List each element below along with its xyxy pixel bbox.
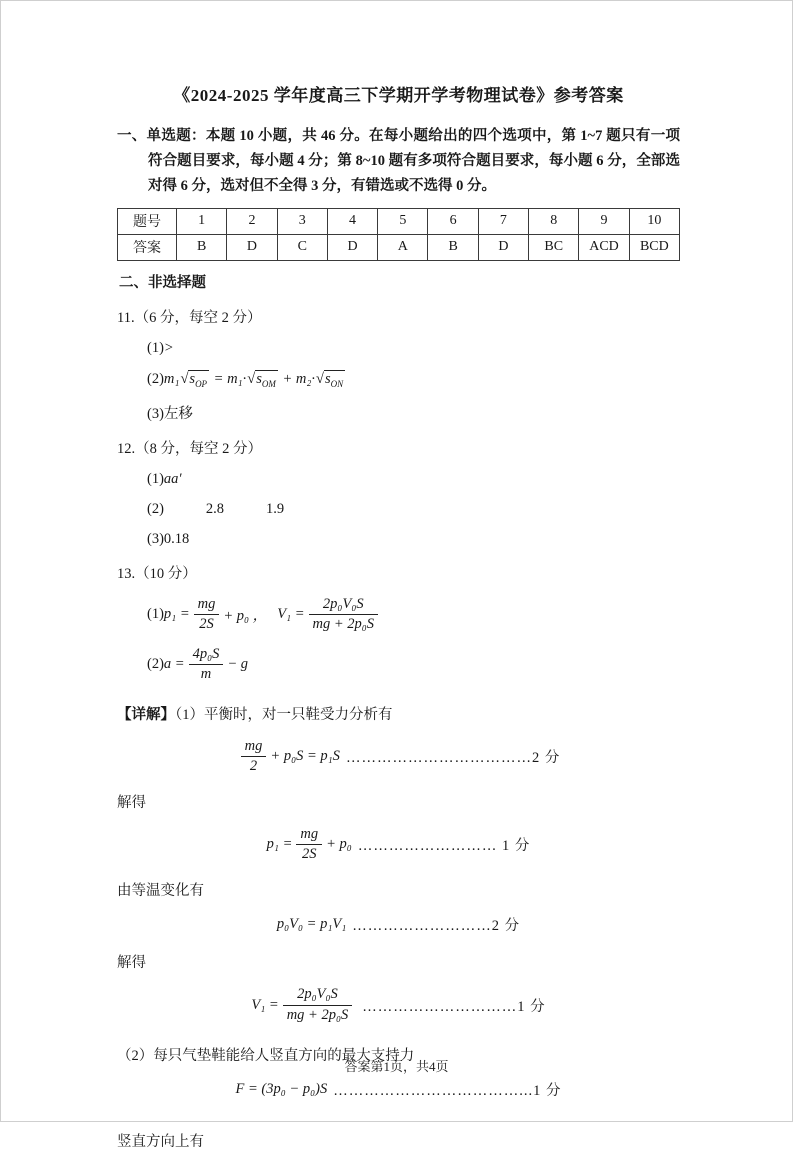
radicand: [188, 370, 209, 389]
single-choice-instructions: 本题 10 小题，共 46 分。在每小题给出的四个选项中，第 1~7 题只有一项符合题目要求，每小题 4 分；第 8~10 题有多项符合题目要求，每小题 6 分，全部选对得 6 分，选对但不全得 3 分，有错选或不选得 0 分。: [148, 128, 681, 195]
fraction-denominator: mg + 2p₀S: [312, 615, 375, 632]
formula-balance: [117, 738, 680, 775]
answer-cell: D: [227, 234, 277, 260]
fraction-denominator: 2S: [301, 846, 317, 863]
question-11-title: 11.（6 分，每空 2 分）: [117, 309, 262, 326]
q13-p1-lhs2: V₁ =: [277, 605, 305, 622]
question-12-part-2: [147, 501, 680, 518]
radicand-base: s: [256, 370, 262, 387]
fraction-numerator: mg: [241, 738, 267, 757]
isothermal-text: 由等温变化有: [117, 883, 204, 900]
question-13: [117, 562, 680, 683]
q11-answer-1: >: [163, 339, 174, 356]
answer-cell: BCD: [629, 234, 679, 260]
term-equals-m1: = m₁·: [210, 370, 247, 387]
answer-cell: ACD: [579, 234, 629, 260]
radicand-base: s: [325, 370, 331, 387]
radicand-base: s: [189, 370, 196, 387]
fraction-numerator: 4p₀S: [189, 646, 224, 665]
solution-label: 【详解】: [117, 706, 175, 723]
q12-answer-3: 0.18: [163, 530, 190, 547]
sqrt-radical: [316, 370, 345, 389]
formula-pressure-result: [117, 826, 680, 863]
fraction-denominator: m: [200, 665, 212, 682]
fraction-volume: [283, 986, 353, 1023]
question-12-part-1: [147, 471, 680, 488]
question-12-title: 12.（8 分，每空 2 分）: [117, 440, 262, 457]
formula-v1-lhs: V₁ =: [251, 996, 279, 1013]
answer-cell: BC: [529, 234, 579, 260]
answer-table-number-row: [118, 208, 680, 234]
answer-cell: D: [327, 234, 377, 260]
page-footer: 答案第1页，共4页: [344, 1059, 449, 1074]
fraction-numerator: 2p₀V₀S: [309, 596, 379, 615]
formula-p1-lhs: p₁ =: [266, 836, 293, 853]
fraction-volume: [309, 596, 379, 633]
single-choice-heading: 一、单选题：: [117, 128, 206, 144]
fraction-mg-2s: [194, 596, 220, 633]
term-plus-m2: + m₂·: [278, 370, 316, 387]
q13-p1-lhs: p₁ =: [163, 605, 190, 622]
solve-text-1: 解得: [117, 795, 146, 812]
solution-step1-intro: [117, 703, 680, 724]
formula-volume-result: [117, 986, 680, 1023]
question-number-cell: 1: [177, 208, 227, 234]
answer-table-answer-row: [118, 234, 680, 260]
score-dots: ………………………2 分: [352, 918, 521, 935]
question-number-cell: 10: [629, 208, 679, 234]
question-number-cell: 4: [327, 208, 377, 234]
question-11-part-3: [147, 402, 680, 423]
fraction-numerator: mg: [194, 596, 220, 615]
question-number-cell: 9: [579, 208, 629, 234]
question-13-part-1: [147, 596, 680, 633]
question-11: [117, 306, 680, 423]
question-number-label: 题号: [118, 208, 177, 234]
sqrt-radical: [180, 370, 209, 389]
answer-table: [117, 208, 680, 261]
answer-cell: C: [277, 234, 327, 260]
score-dots: ………………………………2 分: [345, 750, 561, 767]
question-12: [117, 437, 680, 548]
fraction-numerator: mg: [296, 826, 322, 845]
question-13-part-2: [147, 646, 680, 683]
q13-p1-mid: + p₀ ，: [223, 607, 268, 624]
question-number-cell: 3: [277, 208, 327, 234]
question-number-cell: 2: [227, 208, 277, 234]
formula-p1-tail: + p₀: [326, 836, 352, 853]
fraction-denominator: mg + 2p₀S: [286, 1006, 349, 1023]
part-label: (3): [147, 530, 164, 547]
formula-max-force: [117, 1079, 680, 1100]
radicand-subscript: ON: [330, 378, 344, 389]
fraction-acceleration: [189, 646, 224, 683]
document-title: 《2024-2025 学年度高三下学期开学考物理试卷》参考答案: [173, 86, 624, 105]
free-response-heading: 二、非选择题: [119, 274, 206, 291]
solution-step2-intro: （2）每只气垫鞋能给人竖直方向的最大支持力: [117, 1047, 415, 1064]
answer-cell: D: [478, 234, 528, 260]
q13-p2-lhs: a =: [163, 655, 185, 672]
vertical-direction-text: 竖直方向上有: [117, 1133, 204, 1150]
answer-cell: B: [177, 234, 227, 260]
part-label: (1): [147, 339, 164, 356]
fraction-mg-2s: [296, 826, 322, 863]
q12-answer-2b: 1.9: [266, 500, 285, 517]
part-label: (2): [147, 655, 164, 672]
part-label: (3): [147, 405, 164, 422]
part-label: (1): [147, 605, 164, 622]
solve-text-2: 解得: [117, 955, 146, 972]
solution-step1-text: （1）平衡时，对一只鞋受力分析有: [175, 706, 393, 723]
part-label: (1): [147, 470, 164, 487]
question-number-cell: 6: [428, 208, 478, 234]
fraction-denominator: 2S: [199, 615, 214, 632]
detailed-solution: [117, 703, 680, 1151]
radicand-subscript: OP: [195, 378, 208, 389]
question-13-title: 13.（10 分）: [117, 565, 197, 582]
formula-isothermal: [117, 914, 680, 935]
page-content: [1, 1, 792, 1151]
fraction-denominator: 2: [249, 758, 258, 775]
sqrt-radical: [247, 370, 278, 389]
radicand: [255, 370, 278, 389]
question-11-part-2: [147, 370, 680, 389]
question-number-cell: 5: [378, 208, 428, 234]
formula-isothermal-body: p₀V₀ = p₁V₁: [276, 916, 347, 933]
score-dots: ……………………… 1 分: [357, 838, 531, 855]
q11-momentum-formula: [164, 371, 346, 387]
score-dots: …………………………1 分: [362, 998, 546, 1015]
part-label: (2): [147, 500, 164, 517]
radicand: [324, 370, 345, 389]
fraction-numerator: 2p₀V₀S: [283, 986, 353, 1005]
q11-answer-3: 左移: [163, 405, 193, 422]
single-choice-intro: [117, 124, 680, 200]
q12-answer-1: aa′: [163, 470, 182, 487]
formula-balance-tail: + p₀S = p₁S: [270, 748, 340, 765]
answer-cell: B: [428, 234, 478, 260]
question-11-part-1: [147, 340, 680, 357]
formula-force-body: F = (3p₀ − p₀)S: [235, 1080, 328, 1097]
answer-label: 答案: [118, 234, 177, 260]
radicand-subscript: OM: [261, 378, 276, 389]
part-label: (2): [147, 370, 164, 387]
question-number-cell: 8: [529, 208, 579, 234]
q12-answer-2a: 2.8: [205, 500, 225, 517]
term-m1: m₁: [163, 370, 180, 387]
question-12-part-3: [147, 531, 680, 548]
question-number-cell: 7: [478, 208, 528, 234]
score-dots: ………………………………...1 分: [333, 1082, 562, 1099]
fraction-mg-2: [241, 738, 267, 775]
q13-p2-tail: − g: [227, 655, 249, 672]
answer-cell: A: [378, 234, 428, 260]
